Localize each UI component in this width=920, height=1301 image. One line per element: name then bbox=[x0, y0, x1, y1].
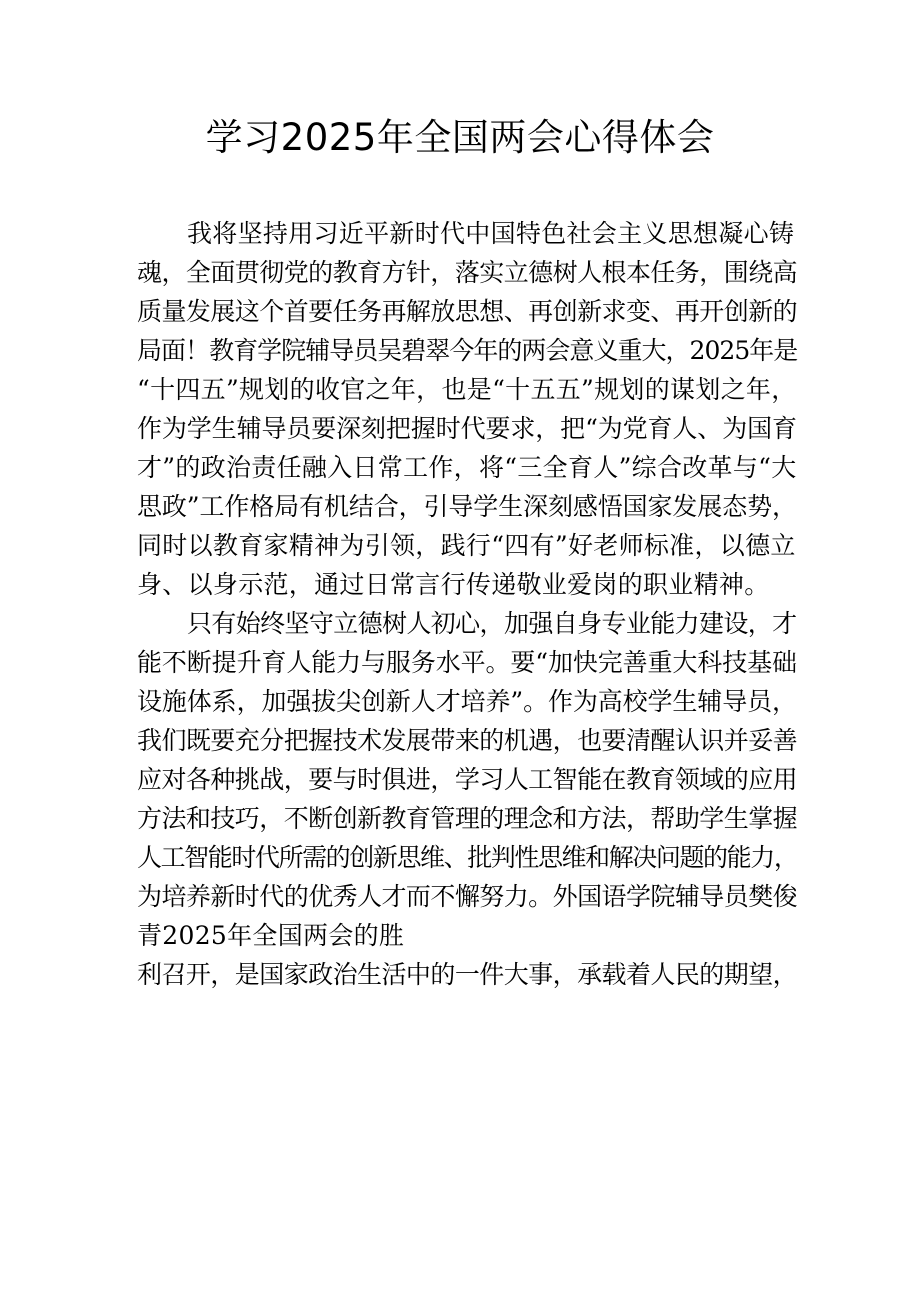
paragraph-line: 为培养新时代的优秀人才而不懈努力。外国语学院辅导员樊俊 bbox=[137, 882, 798, 911]
paragraph-line: 作为学生辅导员要深刻把握时代要求，把“为党育人、为国育 bbox=[137, 414, 797, 443]
paragraph-line: 方法和技巧，不断创新教育管理的理念和方法，帮助学生掌握 bbox=[137, 804, 798, 833]
paragraph-line: 应对各种挑战，要与时俱进，学习人工智能在教育领域的应用 bbox=[137, 765, 798, 794]
paragraph-line: “十四五”规划的收官之年，也是“十五五”规划的谋划之年， bbox=[137, 375, 797, 404]
paragraph-line: 能不断提升育人能力与服务水平。要“加快完善重大科技基础 bbox=[137, 648, 797, 677]
paragraph-line: 人工智能时代所需的创新思维、批判性思维和解决问题的能力， bbox=[137, 843, 798, 872]
paragraph-line: 思政”工作格局有机结合，引导学生深刻感悟国家发展态势， bbox=[137, 492, 797, 521]
paragraph-line: 身、以身示范，通过日常言行传递敬业爱岗的职业精神。 bbox=[137, 570, 770, 599]
paragraph-line: 魂，全面贯彻党的教育方针，落实立德树人根本任务，围绕高 bbox=[137, 258, 798, 287]
paragraph-line: 我们既要充分把握技术发展带来的机遇，也要清醒认识并妥善 bbox=[137, 726, 798, 755]
paragraph-line: 才”的政治责任融入日常工作，将“三全育人”综合改革与“大 bbox=[137, 453, 797, 482]
paragraph-line: 青2025年全国两会的胜 bbox=[137, 921, 405, 950]
document-body bbox=[137, 214, 797, 994]
paragraph-line: 同时以教育家精神为引领，践行“四有”好老师标准，以德立 bbox=[137, 531, 796, 560]
document-title: 学习2025年全国两会心得体会 bbox=[205, 116, 715, 159]
paragraph-line: 利召开，是国家政治生活中的一件大事，承载着人民的期望， bbox=[137, 960, 798, 989]
paragraph-line: 我将坚持用习近平新时代中国特色社会主义思想凝心铸 bbox=[187, 219, 795, 248]
paragraph-line: 设施体系，加强拔尖创新人才培养”。作为高校学生辅导员， bbox=[137, 687, 797, 716]
paragraph-line: 只有始终坚守立德树人初心，加强自身专业能力建设，才 bbox=[187, 609, 797, 638]
paragraph-line: 质量发展这个首要任务再解放思想、再创新求变、再开创新的 bbox=[137, 297, 798, 326]
paragraph-line: 局面！教育学院辅导员吴碧翠今年的两会意义重大，2025年是 bbox=[137, 336, 798, 365]
